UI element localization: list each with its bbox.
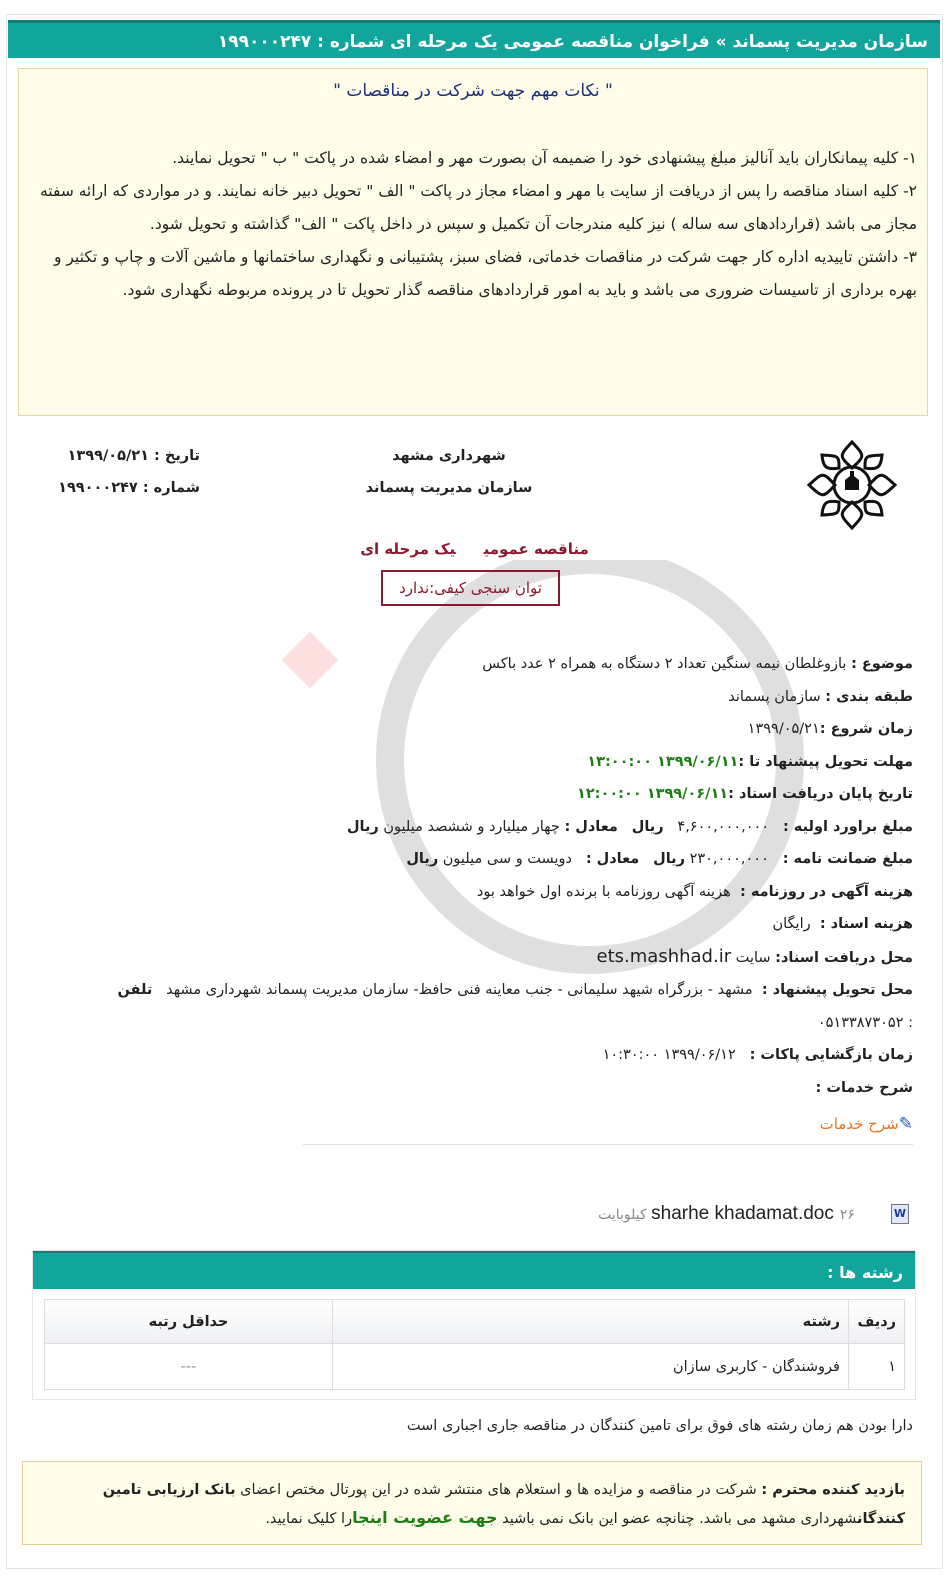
- word-doc-icon: W: [891, 1204, 909, 1224]
- mashhad-municipality-logo: [805, 438, 899, 532]
- tender-type-public: مناقصه عمومی: [483, 540, 589, 558]
- date-label: تاریخ :: [154, 448, 200, 464]
- tender-details: [33, 648, 913, 1142]
- notice-text: شهرداری مشهد می باشد. چنانچه عضو این بانک نمی باشید: [497, 1511, 858, 1527]
- unit: ریال: [346, 818, 379, 835]
- date-value: ۱۳۹۹/۰۵/۲۱: [67, 448, 149, 464]
- col-header: حداقل رتبه: [45, 1300, 333, 1344]
- label: موضوع :: [851, 656, 913, 672]
- organization-block: [349, 440, 549, 504]
- col-header: ردیف: [849, 1300, 905, 1344]
- file-size: ۲۶ کیلوبایت: [598, 1207, 855, 1223]
- label: زمان بازگشایی پاکات :: [749, 1047, 913, 1063]
- document-meta: [40, 440, 200, 504]
- unit: ریال: [631, 818, 664, 835]
- tender-type-stage: یک مرحله ای: [360, 540, 456, 558]
- label: مهلت تحویل پیشنهاد تا :: [738, 753, 913, 770]
- note-item: ۲- کلیه اسناد مناقصه را پس از دریافت از سایت با مهر و امضاء مجاز در پاکت " الف " تحویل دبیر خانه نمایند. و در مواردی که ارائه سفته مجاز می باشد (قراردادهای سه ساله ) نیز کلیه مندرجات آن تکمیل و سپس در داخل پاکت " الف" گذاشته و تحویل شود.: [39, 182, 917, 233]
- pencil-icon: ✎: [898, 1114, 913, 1134]
- col-header: رشته: [333, 1300, 849, 1344]
- page-title-bar: سازمان مدیریت پسماند » فراخوان مناقصه عمومی یک مرحله ای شماره : ۱۹۹۰۰۰۲۴۷: [8, 20, 940, 58]
- notice-bank: بانک ارزیابی تامین کنندگان: [102, 1482, 905, 1527]
- number-label: شماره :: [142, 480, 200, 496]
- notice-text: شرکت در مناقصه و مزایده ها و استعلام های منتشر شده در این پورتال مختص اعضای: [235, 1482, 762, 1498]
- note-item: ۱- کلیه پیمانکاران باید آنالیز مبلغ پیشنهادی خود را ضمیمه آن بصورت مهر و امضاء شده در پاکت " ب " تحویل نمایند.: [172, 149, 917, 167]
- field-doc-fee: [33, 908, 913, 941]
- fields-panel: [32, 1250, 916, 1400]
- cell: ۱: [849, 1344, 905, 1390]
- value: هزینه آگهی روزنامه با برنده اول خواهد بود: [476, 883, 731, 900]
- notice-label: بازدید کننده محترم :: [761, 1482, 905, 1498]
- field-delivery-location: [33, 974, 913, 1039]
- label: محل دریافت اسناد:: [775, 949, 913, 966]
- org-line-1: شهرداری مشهد: [392, 448, 506, 464]
- value: ۱۳۹۹/۰۶/۱۱ ۱۲:۰۰:۰۰: [576, 786, 729, 802]
- divider: [303, 1144, 913, 1145]
- field-subject: [33, 648, 913, 681]
- field-docs-end: [33, 778, 913, 811]
- membership-link[interactable]: جهت عضویت اینجا: [352, 1508, 498, 1527]
- value-words: چهار میلیارد و ششصد میلیون: [383, 818, 560, 835]
- value: مشهد - بزرگراه شیهد سلیمانی - جنب معاینه فنی حافظ- سازمان مدیریت پسماند شهرداری مشهد: [166, 982, 753, 998]
- label: مبلغ ضمانت نامه :: [782, 851, 913, 867]
- field-doc-location: [33, 941, 913, 975]
- visitor-notice: [22, 1461, 922, 1545]
- tender-type: [0, 540, 949, 558]
- table-header-row: [45, 1300, 905, 1344]
- important-notes-box: [18, 68, 928, 416]
- field-start: [33, 713, 913, 746]
- field-deadline: [33, 746, 913, 779]
- label: معادل :: [585, 851, 640, 867]
- cell: ---: [45, 1344, 333, 1390]
- field-opening-time: [33, 1039, 913, 1072]
- cell: فروشندگان - کاربری سازان: [333, 1344, 849, 1390]
- label: زمان شروع :: [819, 721, 913, 737]
- services-link-text[interactable]: شرح خدمات: [819, 1115, 899, 1133]
- quality-assessment-badge: توان سنجی کیفی:ندارد: [381, 570, 560, 606]
- value: ۱۳۹۹/۰۶/۱۲ ۱۰:۳۰:۰۰: [602, 1047, 736, 1063]
- label: هزینه اسناد :: [819, 916, 913, 932]
- value-words: دویست و سی میلیون: [442, 851, 572, 867]
- mandatory-note: دارا بودن هم زمان رشته های فوق برای تامین کنندگان در مناقصه جاری اجباری است: [406, 1418, 913, 1434]
- notes-title: " نکات مهم جهت شرکت در مناقصات ": [333, 81, 613, 101]
- file-name[interactable]: sharhe khadamat.doc: [651, 1203, 834, 1224]
- field-category: [33, 681, 913, 714]
- label: تلفن: [117, 982, 153, 998]
- unit: ریال: [406, 851, 439, 867]
- value: سایت: [735, 949, 771, 966]
- value: سازمان پسماند: [728, 688, 821, 705]
- number-value: ۱۹۹۰۰۰۲۴۷: [58, 480, 138, 496]
- fields-panel-title: رشته ها :: [33, 1251, 915, 1289]
- label: تاریخ پایان دریافت اسناد :: [728, 786, 913, 802]
- field-ad-cost: [33, 876, 913, 909]
- value: ۱۳۹۹/۰۶/۱۱ ۱۳:۰۰:۰۰: [587, 753, 739, 770]
- notice-text: را کلیک نمایید.: [265, 1511, 353, 1527]
- label: محل تحویل پیشنهاد :: [761, 982, 913, 998]
- label: شرح خدمات :: [815, 1079, 913, 1096]
- label: معادل :: [564, 818, 618, 835]
- label: طبقه بندی :: [825, 688, 913, 705]
- note-item: ۳- داشتن تاییدیه اداره کار جهت شرکت در مناقصات خدماتی، فضای سبز، پشتیبانی و نگهداری ساختمانها و ماشین آلات و چاپ و تکثیر و بهره برداری از تاسیسات ضروری می باشد و باید به امور قراردادهای مناقصه گذار تحویل تا در پرونده مربوطه نگهداری شود.: [53, 248, 917, 299]
- table-row: [45, 1344, 905, 1390]
- field-estimate: [33, 811, 913, 844]
- org-line-2: سازمان مدیریت پسماند: [365, 480, 533, 496]
- value: بازوغلطان نیمه سنگین تعداد ۲ دستگاه به همراه ۲ عدد باکس: [482, 656, 847, 672]
- fields-table: [44, 1299, 905, 1390]
- attachment-file[interactable]: [598, 1198, 909, 1230]
- phone-value: : ۰۵۱۳۳۸۷۳۰۵۲: [817, 1014, 913, 1031]
- label: مبلغ براورد اولیه :: [782, 818, 913, 835]
- label: هزینه آگهی در روزنامه :: [739, 883, 913, 900]
- value: ۴,۶۰۰,۰۰۰,۰۰۰: [677, 818, 770, 835]
- value: ۲۳۰,۰۰۰,۰۰۰: [689, 851, 769, 867]
- unit: ریال: [653, 851, 685, 867]
- site-link[interactable]: ets.mashhad.ir: [596, 945, 732, 967]
- value: ۱۳۹۹/۰۵/۲۱: [747, 721, 820, 737]
- services-link[interactable]: [33, 1108, 913, 1142]
- field-services: [33, 1072, 913, 1105]
- field-guarantee: [33, 843, 913, 876]
- value: رایگان: [772, 916, 811, 932]
